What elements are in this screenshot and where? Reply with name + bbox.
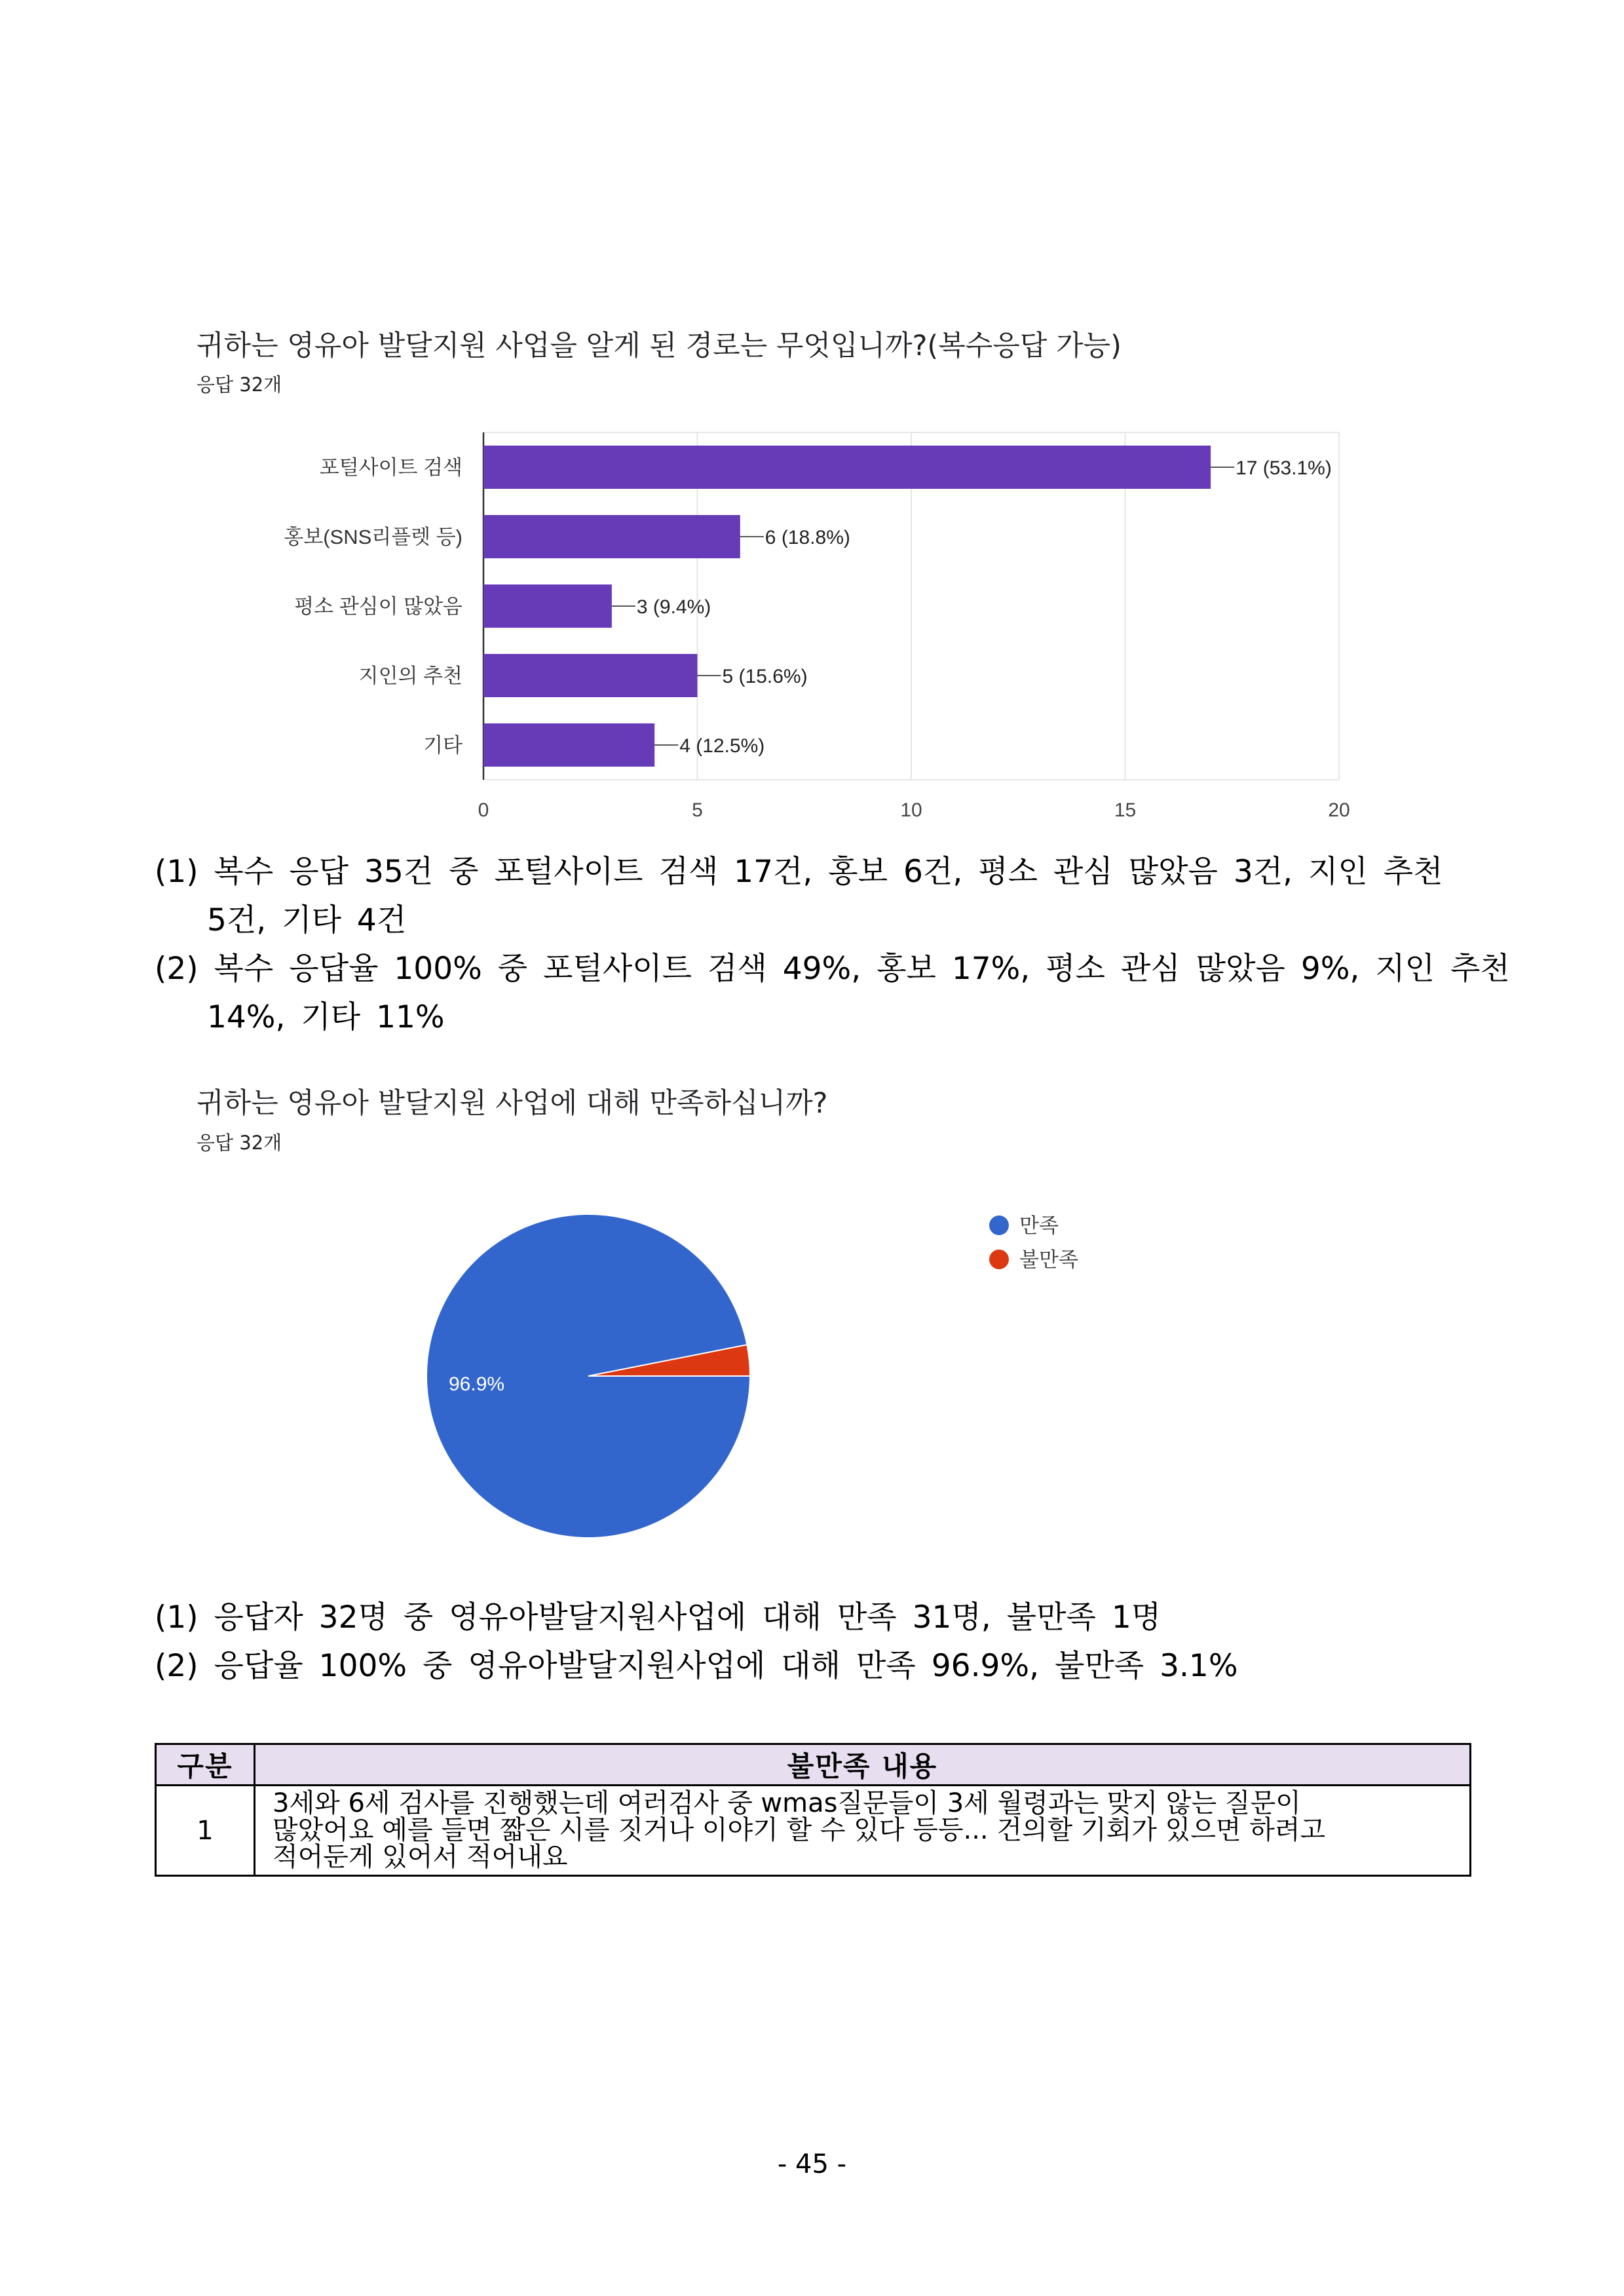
bar-summary bbox=[155, 848, 1510, 1042]
complaint-line-2: 많았어요 예를 들면 짧은 시를 짓거나 이야기 할 수 있다 등등... 건의할 기회가 있으면 하려고 bbox=[273, 1815, 1326, 1845]
data-label: 17 (53.1%) bbox=[1236, 457, 1332, 479]
header-category: 구분 bbox=[156, 1744, 255, 1786]
bar-chart bbox=[0, 0, 1624, 852]
complaint-line-1: 3세와 6세 검사를 진행했는데 여러검사 중 wmas질문들이 3세 월령과는 맞지 않는 질문이 bbox=[273, 1788, 1301, 1818]
table-header-row bbox=[156, 1744, 1471, 1786]
bar bbox=[483, 654, 698, 697]
pie-summary-line-2: (2) 응답율 100% 중 영유아발달지원사업에 대해 만족 96.9%, 불만족 3.1% bbox=[155, 1648, 1238, 1684]
pie-summary bbox=[155, 1594, 1238, 1691]
legend-label: 만족 bbox=[1019, 1214, 1059, 1237]
legend-label: 불만족 bbox=[1019, 1248, 1078, 1271]
data-label: 5 (15.6%) bbox=[722, 666, 808, 687]
x-tick-label: 5 bbox=[692, 799, 703, 821]
bar-summary-line-2: (2) 복수 응답율 100% 중 포털사이트 검색 49%, 홍보 17%, 평소 관심 많았음 9%, 지인 추천 bbox=[155, 951, 1510, 987]
pie-chart-response-count: 응답 32개 bbox=[197, 1132, 282, 1154]
bar bbox=[483, 584, 612, 628]
page-number: - 45 - bbox=[777, 2149, 847, 2179]
table-row bbox=[156, 1786, 1471, 1876]
pie-chart-title: 귀하는 영유아 발달지원 사업에 대해 만족하십니까? bbox=[197, 1087, 828, 1120]
bar bbox=[483, 723, 654, 767]
data-label: 3 (9.4%) bbox=[636, 596, 711, 618]
bar-summary-line-2b: 14%, 기타 11% bbox=[207, 999, 445, 1035]
pie-summary-line-1: (1) 응답자 32명 중 영유아발달지원사업에 대해 만족 31명, 불만족 1명 bbox=[155, 1599, 1161, 1636]
row-number: 1 bbox=[156, 1786, 255, 1876]
complaint-table bbox=[155, 1743, 1471, 1877]
y-category-label: 평소 관심이 많았음 bbox=[294, 595, 463, 618]
complaint-line-3: 적어둔게 있어서 적어내요 bbox=[273, 1842, 568, 1872]
y-category-label: 홍보(SNS리플렛 등) bbox=[284, 526, 463, 548]
bar bbox=[483, 515, 740, 558]
bar-summary-line-1: (1) 복수 응답 35건 중 포털사이트 검색 17건, 홍보 6건, 평소 관심 많았음 3건, 지인 추천 bbox=[155, 854, 1443, 890]
pie-slice-label: 96.9% bbox=[449, 1373, 505, 1395]
legend-marker bbox=[989, 1215, 1009, 1235]
y-category-label: 지인의 추천 bbox=[358, 664, 463, 687]
data-label: 4 (12.5%) bbox=[679, 735, 765, 757]
x-tick-label: 0 bbox=[478, 799, 489, 821]
x-tick-label: 15 bbox=[1114, 799, 1137, 821]
header-complaint-content: 불만족 내용 bbox=[255, 1744, 1471, 1786]
legend-marker bbox=[989, 1250, 1009, 1269]
data-label: 6 (18.8%) bbox=[765, 527, 850, 548]
x-tick-label: 10 bbox=[900, 799, 922, 821]
bar-summary-line-1b: 5건, 기타 4건 bbox=[207, 902, 407, 938]
bar bbox=[483, 446, 1211, 489]
complaint-content bbox=[255, 1786, 1471, 1876]
pie-chart bbox=[0, 1179, 1624, 1573]
x-tick-label: 20 bbox=[1328, 799, 1350, 821]
y-category-label: 포털사이트 검색 bbox=[319, 456, 463, 479]
bar-chart-response-count: 응답 32개 bbox=[197, 373, 282, 396]
bar-chart-title: 귀하는 영유아 발달지원 사업을 알게 된 경로는 무엇입니까?(복수응답 가능) bbox=[197, 330, 1122, 362]
y-category-label: 기타 bbox=[423, 734, 463, 757]
